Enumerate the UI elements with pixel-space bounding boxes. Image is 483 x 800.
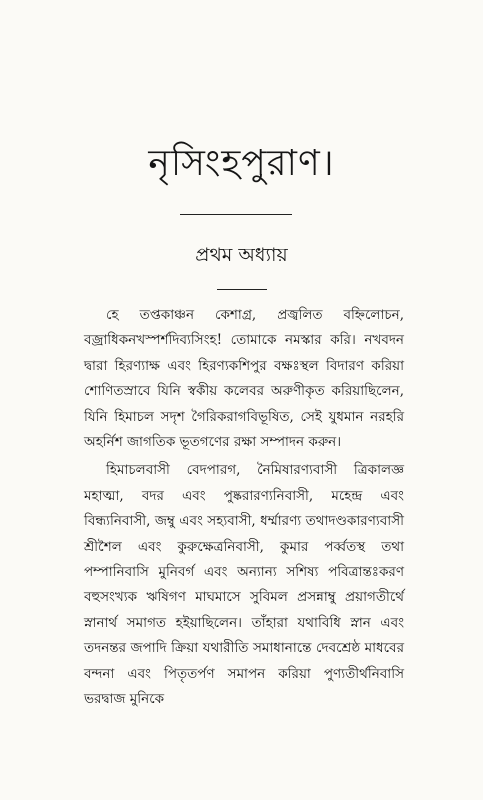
chapter-heading: প্রথম অধ্যায় — [195, 244, 288, 266]
chapter-divider — [217, 289, 267, 290]
body-text — [84, 303, 404, 713]
title-divider — [180, 214, 292, 215]
book-title: নৃসিংহপুরাণ। — [148, 143, 335, 184]
paragraph-1: হে তপ্তকাঞ্চন কেশাগ্র, প্রজ্বলিত বহ্নিলোচন, বজ্রাধিকনখস্পর্শদিব্যসিংহ! তোমাকে নমস্কার করি। নখবদন দ্বারা হিরণ্যাক্ষ এবং হিরণ্যকশিপুর বক্ষঃস্থল বিদারণ করিয়া শোণিতস্রাবে যিনি স্বকীয় কলেবর অরুণীকৃত করিয়াছিলেন, যিনি হিমাচল সদৃশ গৈরিকরাগবিভূষিত, সেই যুধমান নরহরি অহর্নিশ জাগতিক ভূতগণের রক্ষা সম্পাদন করুন। — [84, 307, 404, 451]
paragraph-2: হিমাচলবাসী বেদপারগ, নৈমিষারণ্যবাসী ত্রিকালজ্ঞ মহাত্মা, বদর এবং পুষ্করারণ্যনিবাসী, মহেন্দ্র এবং বিন্ধ্যনিবাসী, জম্বু এবং সহ্যবাসী, ধর্ম্মারণ্য তথাদণ্ডকারণ্যবাসী শ্রীশৈল এবং কুরুক্ষেত্রনিবাসী, কুমার পর্ব্বতস্থ তথা পম্পানিবাসি মুনিবর্গ এবং অন্যান্য সশিষ্য পবিত্রান্তঃকরণ বহুসংখ্যক ঋষিগণ মাঘমাসে সুবিমল প্রসন্নাম্বু প্রয়াগতীর্থে স্নানার্থ সমাগত হইয়াছিলেন। তাঁহারা যথাবিধি স্নান এবং তদনন্তর জপাদি ক্রিয়া যথারীতি সমাধানান্তে দেবশ্রেষ্ঠ মাধবের বন্দনা এবং পিতৃতর্পণ সমাপন করিয়া পুণ্যতীর্থনিবাসি ভরদ্বাজ মুনিকে — [84, 462, 404, 708]
